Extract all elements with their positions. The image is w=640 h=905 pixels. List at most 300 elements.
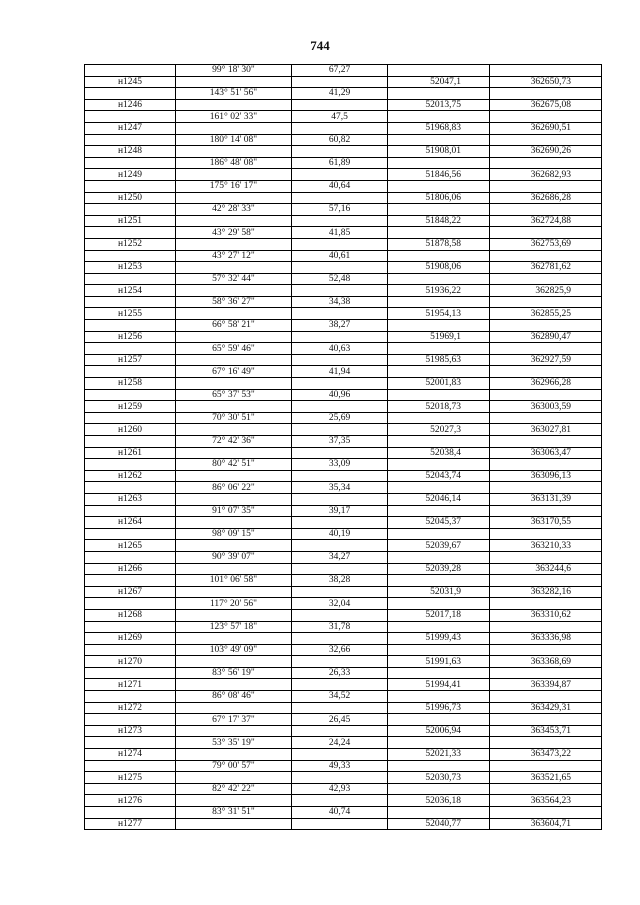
y-cell: 362855,25 (490, 308, 602, 320)
segment-row (85, 505, 602, 517)
x-cell (388, 807, 490, 819)
angle-cell: 66° 58' 21" (176, 320, 292, 332)
y-cell (490, 575, 602, 587)
point-cell: н1266 (85, 563, 176, 575)
segment-row (85, 551, 602, 563)
x-cell: 51985,63 (388, 354, 490, 366)
distance-cell: 57,16 (292, 204, 388, 216)
point-cell: н1255 (85, 308, 176, 320)
distance-cell: 38,27 (292, 320, 388, 332)
angle-cell (176, 424, 292, 436)
distance-cell (292, 609, 388, 621)
y-cell (490, 412, 602, 424)
y-cell: 362650,73 (490, 76, 602, 88)
angle-cell (176, 146, 292, 158)
distance-cell: 49,33 (292, 760, 388, 772)
angle-cell (176, 285, 292, 297)
point-cell: н1246 (85, 99, 176, 111)
x-cell (388, 389, 490, 401)
angle-cell (176, 238, 292, 250)
y-cell: 363210,33 (490, 540, 602, 552)
segment-row (85, 273, 602, 285)
y-cell (490, 250, 602, 262)
point-cell (85, 505, 176, 517)
distance-cell: 31,78 (292, 621, 388, 633)
distance-cell (292, 238, 388, 250)
distance-cell (292, 633, 388, 645)
point-row (85, 146, 602, 158)
y-cell (490, 180, 602, 192)
y-cell: 363368,69 (490, 656, 602, 668)
x-cell (388, 505, 490, 517)
x-cell (388, 273, 490, 285)
segment-row (85, 783, 602, 795)
point-cell: н1248 (85, 146, 176, 158)
point-row (85, 215, 602, 227)
segment-row (85, 366, 602, 378)
distance-cell (292, 563, 388, 575)
point-cell: н1262 (85, 470, 176, 482)
point-cell: н1263 (85, 493, 176, 505)
distance-cell: 34,52 (292, 691, 388, 703)
point-row (85, 331, 602, 343)
angle-cell: 82° 42' 22" (176, 783, 292, 795)
y-cell: 362682,93 (490, 169, 602, 181)
point-cell (85, 783, 176, 795)
x-cell: 51846,56 (388, 169, 490, 181)
point-cell (85, 436, 176, 448)
point-cell (85, 320, 176, 332)
x-cell (388, 320, 490, 332)
x-cell (388, 667, 490, 679)
angle-cell (176, 656, 292, 668)
y-cell: 363003,59 (490, 401, 602, 413)
segment-row (85, 296, 602, 308)
segment-row (85, 180, 602, 192)
point-row (85, 122, 602, 134)
angle-cell: 57° 32' 44" (176, 273, 292, 285)
angle-cell: 143° 51' 56" (176, 88, 292, 100)
segment-row (85, 644, 602, 656)
point-row (85, 725, 602, 737)
segment-row (85, 691, 602, 703)
distance-cell: 41,94 (292, 366, 388, 378)
y-cell (490, 204, 602, 216)
y-cell (490, 783, 602, 795)
y-cell: 362825,9 (490, 285, 602, 297)
y-cell (490, 65, 602, 77)
point-row (85, 586, 602, 598)
angle-cell (176, 331, 292, 343)
x-cell: 52030,73 (388, 772, 490, 784)
point-row (85, 749, 602, 761)
angle-cell (176, 192, 292, 204)
point-row (85, 702, 602, 714)
distance-cell (292, 447, 388, 459)
distance-cell (292, 702, 388, 714)
x-cell: 52047,1 (388, 76, 490, 88)
segment-row (85, 598, 602, 610)
angle-cell: 58° 36' 27" (176, 296, 292, 308)
distance-cell (292, 378, 388, 390)
x-cell: 51991,63 (388, 656, 490, 668)
y-cell (490, 714, 602, 726)
y-cell: 362675,08 (490, 99, 602, 111)
x-cell: 51908,06 (388, 262, 490, 274)
y-cell: 363429,31 (490, 702, 602, 714)
distance-cell: 34,27 (292, 551, 388, 563)
y-cell: 362966,28 (490, 378, 602, 390)
angle-cell: 65° 59' 46" (176, 343, 292, 355)
distance-cell (292, 215, 388, 227)
point-cell: н1271 (85, 679, 176, 691)
x-cell: 51968,83 (388, 122, 490, 134)
y-cell: 362781,62 (490, 262, 602, 274)
x-cell: 52031,9 (388, 586, 490, 598)
x-cell (388, 528, 490, 540)
point-row (85, 401, 602, 413)
x-cell (388, 459, 490, 471)
point-cell (85, 296, 176, 308)
point-row (85, 192, 602, 204)
distance-cell (292, 262, 388, 274)
segment-row (85, 65, 602, 77)
distance-cell (292, 169, 388, 181)
point-row (85, 99, 602, 111)
point-cell (85, 157, 176, 169)
point-cell: н1277 (85, 818, 176, 830)
point-cell: н1256 (85, 331, 176, 343)
point-row (85, 772, 602, 784)
distance-cell (292, 285, 388, 297)
distance-cell: 33,09 (292, 459, 388, 471)
x-cell: 51848,22 (388, 215, 490, 227)
angle-cell: 43° 27' 12" (176, 250, 292, 262)
distance-cell: 40,19 (292, 528, 388, 540)
y-cell (490, 505, 602, 517)
distance-cell: 37,35 (292, 436, 388, 448)
angle-cell (176, 447, 292, 459)
y-cell (490, 134, 602, 146)
x-cell: 52043,74 (388, 470, 490, 482)
x-cell (388, 343, 490, 355)
x-cell: 52046,14 (388, 493, 490, 505)
point-cell: н1257 (85, 354, 176, 366)
angle-cell: 70° 30' 51" (176, 412, 292, 424)
y-cell (490, 296, 602, 308)
point-cell (85, 737, 176, 749)
x-cell: 52039,28 (388, 563, 490, 575)
x-cell: 51806,06 (388, 192, 490, 204)
angle-cell: 101° 06' 58" (176, 575, 292, 587)
distance-cell: 25,69 (292, 412, 388, 424)
y-cell: 363063,47 (490, 447, 602, 459)
distance-cell (292, 818, 388, 830)
point-cell: н1270 (85, 656, 176, 668)
angle-cell: 90° 39' 07" (176, 551, 292, 563)
segment-row (85, 482, 602, 494)
angle-cell: 65° 37' 53" (176, 389, 292, 401)
distance-cell: 34,38 (292, 296, 388, 308)
y-cell (490, 88, 602, 100)
distance-cell (292, 192, 388, 204)
y-cell (490, 157, 602, 169)
y-cell: 363170,55 (490, 517, 602, 529)
x-cell (388, 551, 490, 563)
x-cell: 52018,73 (388, 401, 490, 413)
distance-cell (292, 679, 388, 691)
distance-cell (292, 424, 388, 436)
x-cell (388, 714, 490, 726)
point-cell (85, 691, 176, 703)
segment-row (85, 621, 602, 633)
point-cell (85, 551, 176, 563)
point-cell: н1261 (85, 447, 176, 459)
angle-cell (176, 378, 292, 390)
point-cell: н1276 (85, 795, 176, 807)
point-row (85, 378, 602, 390)
x-cell: 51908,01 (388, 146, 490, 158)
point-cell (85, 366, 176, 378)
point-cell: н1260 (85, 424, 176, 436)
x-cell: 52013,75 (388, 99, 490, 111)
point-cell (85, 644, 176, 656)
segment-row (85, 412, 602, 424)
distance-cell (292, 656, 388, 668)
point-cell: н1251 (85, 215, 176, 227)
distance-cell: 40,61 (292, 250, 388, 262)
x-cell (388, 644, 490, 656)
segment-row (85, 760, 602, 772)
angle-cell (176, 262, 292, 274)
angle-cell: 180° 14' 08" (176, 134, 292, 146)
x-cell (388, 412, 490, 424)
y-cell: 363473,22 (490, 749, 602, 761)
x-cell: 52038,4 (388, 447, 490, 459)
point-row (85, 424, 602, 436)
x-cell (388, 436, 490, 448)
distance-cell (292, 586, 388, 598)
distance-cell: 40,96 (292, 389, 388, 401)
distance-cell: 42,93 (292, 783, 388, 795)
distance-cell (292, 772, 388, 784)
y-cell: 363244,6 (490, 563, 602, 575)
x-cell: 52036,18 (388, 795, 490, 807)
angle-cell: 83° 31' 51" (176, 807, 292, 819)
angle-cell (176, 540, 292, 552)
y-cell: 362724,88 (490, 215, 602, 227)
angle-cell (176, 749, 292, 761)
point-cell (85, 412, 176, 424)
distance-cell: 40,63 (292, 343, 388, 355)
distance-cell (292, 308, 388, 320)
angle-cell (176, 76, 292, 88)
point-cell: н1254 (85, 285, 176, 297)
point-row (85, 656, 602, 668)
distance-cell (292, 331, 388, 343)
x-cell (388, 783, 490, 795)
y-cell (490, 273, 602, 285)
angle-cell (176, 401, 292, 413)
x-cell: 51954,13 (388, 308, 490, 320)
point-cell: н1245 (85, 76, 176, 88)
distance-cell: 41,85 (292, 227, 388, 239)
point-cell: н1258 (85, 378, 176, 390)
angle-cell: 161° 02' 33" (176, 111, 292, 123)
segment-row (85, 389, 602, 401)
point-cell: н1259 (85, 401, 176, 413)
point-cell (85, 250, 176, 262)
point-cell (85, 343, 176, 355)
point-row (85, 308, 602, 320)
distance-cell (292, 470, 388, 482)
segment-row (85, 575, 602, 587)
y-cell: 363564,23 (490, 795, 602, 807)
distance-cell: 67,27 (292, 65, 388, 77)
x-cell: 52027,3 (388, 424, 490, 436)
distance-cell: 41,29 (292, 88, 388, 100)
x-cell (388, 65, 490, 77)
point-cell (85, 528, 176, 540)
point-cell (85, 459, 176, 471)
point-row (85, 517, 602, 529)
x-cell (388, 760, 490, 772)
distance-cell (292, 540, 388, 552)
angle-cell (176, 679, 292, 691)
y-cell: 362927,59 (490, 354, 602, 366)
x-cell: 51996,73 (388, 702, 490, 714)
x-cell: 52006,94 (388, 725, 490, 737)
angle-cell (176, 169, 292, 181)
point-cell (85, 204, 176, 216)
angle-cell: 43° 29' 58" (176, 227, 292, 239)
angle-cell (176, 517, 292, 529)
segment-row (85, 343, 602, 355)
x-cell (388, 134, 490, 146)
distance-cell (292, 493, 388, 505)
segment-row (85, 459, 602, 471)
point-row (85, 609, 602, 621)
y-cell (490, 111, 602, 123)
distance-cell: 26,33 (292, 667, 388, 679)
x-cell (388, 366, 490, 378)
x-cell (388, 204, 490, 216)
distance-cell: 40,64 (292, 180, 388, 192)
angle-cell (176, 308, 292, 320)
y-cell: 363394,87 (490, 679, 602, 691)
angle-cell (176, 702, 292, 714)
x-cell (388, 691, 490, 703)
point-cell (85, 760, 176, 772)
angle-cell: 175° 16' 17" (176, 180, 292, 192)
angle-cell: 67° 17' 37" (176, 714, 292, 726)
y-cell (490, 227, 602, 239)
angle-cell (176, 493, 292, 505)
angle-cell: 67° 16' 49" (176, 366, 292, 378)
segment-row (85, 714, 602, 726)
coordinates-table (84, 64, 602, 830)
y-cell (490, 389, 602, 401)
point-row (85, 540, 602, 552)
segment-row (85, 528, 602, 540)
point-cell: н1250 (85, 192, 176, 204)
distance-cell (292, 122, 388, 134)
segment-row (85, 111, 602, 123)
angle-cell: 86° 08' 46" (176, 691, 292, 703)
point-cell (85, 621, 176, 633)
point-row (85, 238, 602, 250)
x-cell (388, 621, 490, 633)
point-cell: н1267 (85, 586, 176, 598)
segment-row (85, 737, 602, 749)
point-cell (85, 65, 176, 77)
x-cell (388, 227, 490, 239)
distance-cell: 39,17 (292, 505, 388, 517)
y-cell (490, 459, 602, 471)
distance-cell: 60,82 (292, 134, 388, 146)
segment-row (85, 204, 602, 216)
segment-row (85, 436, 602, 448)
y-cell (490, 366, 602, 378)
x-cell (388, 111, 490, 123)
y-cell (490, 598, 602, 610)
x-cell (388, 157, 490, 169)
x-cell: 52001,83 (388, 378, 490, 390)
x-cell (388, 250, 490, 262)
angle-cell: 91° 07' 35" (176, 505, 292, 517)
point-cell (85, 180, 176, 192)
distance-cell (292, 354, 388, 366)
x-cell: 52017,18 (388, 609, 490, 621)
segment-row (85, 88, 602, 100)
y-cell: 362890,47 (490, 331, 602, 343)
y-cell (490, 320, 602, 332)
point-cell (85, 273, 176, 285)
segment-row (85, 134, 602, 146)
point-cell: н1253 (85, 262, 176, 274)
x-cell (388, 575, 490, 587)
y-cell (490, 436, 602, 448)
distance-cell: 52,48 (292, 273, 388, 285)
coordinates-table-body (85, 65, 602, 830)
angle-cell: 98° 09' 15" (176, 528, 292, 540)
point-row (85, 76, 602, 88)
angle-cell (176, 818, 292, 830)
angle-cell: 117° 20' 56" (176, 598, 292, 610)
angle-cell: 86° 06' 22" (176, 482, 292, 494)
y-cell: 362690,26 (490, 146, 602, 158)
point-row (85, 285, 602, 297)
y-cell (490, 667, 602, 679)
y-cell (490, 760, 602, 772)
angle-cell (176, 354, 292, 366)
angle-cell (176, 122, 292, 134)
angle-cell (176, 586, 292, 598)
distance-cell: 24,24 (292, 737, 388, 749)
point-row (85, 169, 602, 181)
point-cell (85, 389, 176, 401)
y-cell (490, 621, 602, 633)
y-cell: 363336,98 (490, 633, 602, 645)
x-cell (388, 296, 490, 308)
distance-cell: 38,28 (292, 575, 388, 587)
x-cell: 52021,33 (388, 749, 490, 761)
x-cell: 52039,67 (388, 540, 490, 552)
y-cell (490, 691, 602, 703)
point-row (85, 818, 602, 830)
distance-cell (292, 725, 388, 737)
point-cell: н1275 (85, 772, 176, 784)
